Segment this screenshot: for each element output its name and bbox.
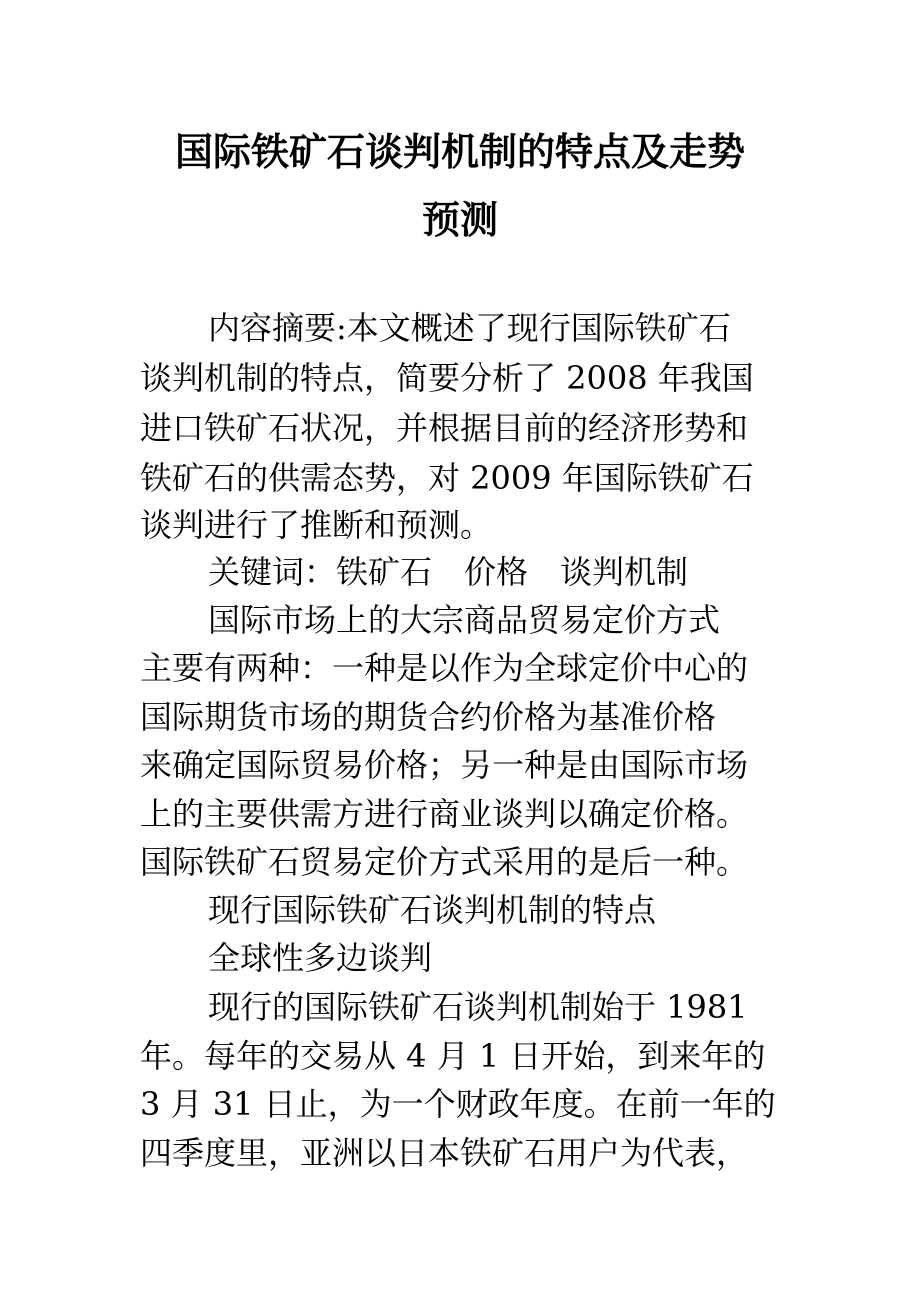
keywords-line: 关键词：铁矿石 价格 谈判机制 <box>208 553 689 591</box>
body-line: 年。每年的交易从 4 月 1 日开始，到来年的 <box>140 1037 766 1075</box>
abstract-line: 谈判进行了推断和预测。 <box>140 506 493 544</box>
body-line: 国际期货市场的期货合约价格为基准价格 <box>140 698 717 736</box>
body-line: 主要有两种：一种是以作为全球定价中心的 <box>140 649 749 687</box>
subsection-heading: 全球性多边谈判 <box>208 939 433 977</box>
body-line: 上的主要供需方进行商业谈判以确定价格。 <box>140 795 749 833</box>
body-line: 来确定国际贸易价格；另一种是由国际市场 <box>140 746 749 784</box>
abstract-line: 铁矿石的供需态势，对 2009 年国际铁矿石 <box>140 459 754 497</box>
abstract-line: 进口铁矿石状况，并根据目前的经济形势和 <box>140 409 749 447</box>
body-line: 四季度里，亚洲以日本铁矿石用户为代表， <box>140 1134 749 1172</box>
body-line: 国际铁矿石贸易定价方式采用的是后一种。 <box>140 843 749 881</box>
section-heading: 现行国际铁矿石谈判机制的特点 <box>208 891 657 929</box>
abstract-line: 内容摘要:本文概述了现行国际铁矿石 <box>208 309 731 347</box>
document-title-line-2: 预测 <box>421 197 498 242</box>
document-title-line-1: 国际铁矿石谈判机制的特点及走势 <box>174 129 745 174</box>
abstract-line: 谈判机制的特点，简要分析了 2008 年我国 <box>140 359 754 397</box>
body-line: 3 月 31 日止，为一个财政年度。在前一年的 <box>140 1085 776 1123</box>
body-line: 现行的国际铁矿石谈判机制始于 1981 <box>208 988 748 1026</box>
body-line: 国际市场上的大宗商品贸易定价方式 <box>208 601 721 639</box>
